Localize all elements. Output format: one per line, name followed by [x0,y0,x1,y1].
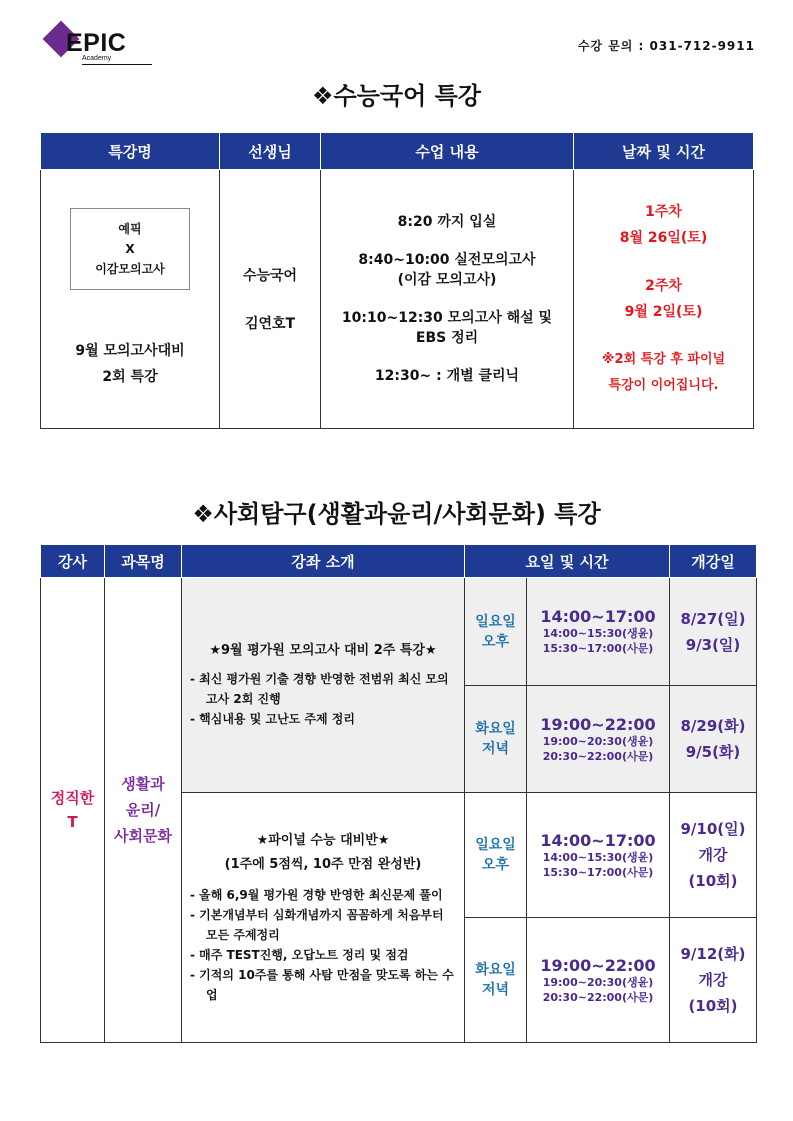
korean-special-table [40,132,754,429]
social-studies-special-title: ❖사회탐구(생활과윤리/사회문화) 특강 [192,500,601,528]
week-label: 2주차 [645,278,682,294]
day-cell [465,793,527,918]
content-line: 8:40~10:00 실전모의고사 [358,252,536,268]
week-label: 1주차 [645,204,682,220]
course-bullet: - 올해 6,9월 평가원 경향 반영한 최신문제 풀이 [190,887,443,902]
start-date-cell [670,578,757,686]
time-sub: 14:00~15:30(생윤) [542,627,654,640]
time-range: 14:00~17:00 [540,607,656,626]
time-cell [527,686,670,793]
logo-text: EPIC [66,29,127,57]
course-name-line: 2회 특강 [102,369,158,385]
start-date-cell [670,793,757,918]
day-label: 일요일 [475,837,516,853]
course-intro [182,831,464,1005]
day-cell [465,686,527,793]
course-bullet: - 매주 TEST진행, 오답노트 정리 및 점검 [190,947,409,962]
table-header-row [41,133,754,170]
date-cell [574,170,754,429]
subject-line: 사회문화 [114,827,172,845]
col-header: 특강명 [41,133,220,170]
time-range: 19:00~22:00 [540,714,656,734]
col-header: 날짜 및 시간 [574,133,754,170]
contact-info: 수강 문의 : 031-712-9911 [577,39,755,53]
start-date: (10회) [688,872,738,890]
start-date: (10회) [688,997,738,1015]
course-bullet: - 기본개념부터 심화개념까지 꼼꼼하게 처음부터 모든 주제정리 [190,907,444,942]
collab-box [70,208,190,290]
time-sub: 19:00~20:30(생윤) [542,734,654,748]
time-range: 14:00~17:00 [540,830,656,850]
collab-line: 예픽 [118,222,142,236]
course-name-cell [41,170,220,429]
logo-underline [82,64,152,65]
col-header: 선생님 [220,133,321,170]
teacher-name: T [67,813,78,831]
course-intro-cell [182,578,465,793]
start-date: 9/12(화) [680,945,746,963]
day-label: 일요일 [475,613,516,630]
course-bullet: - 최신 평가원 기출 경향 반영한 전범위 최신 모의고사 2회 진행 [190,672,449,706]
content-line: EBS 정리 [415,330,479,346]
col-header: 강사 [41,545,105,578]
start-date: 개강 [698,971,728,989]
content-line: 12:30~ : 개별 클리닉 [374,368,520,384]
logo-subtext: Academy [82,55,112,62]
teacher-name: 김연호T [244,316,296,332]
day-label: 오후 [481,857,510,873]
start-date: 8/29(화) [680,717,746,735]
day-label: 화요일 [475,962,516,978]
day-label: 저녁 [481,741,510,757]
time-sub: 20:30~22:00(사문) [542,749,654,763]
korean-special-title: ❖수능국어 특강 [312,82,481,110]
table-header-row [41,545,757,578]
table-row [41,170,754,429]
time-range: 19:00~22:00 [540,955,656,975]
time-sub: 15:30~17:00(사문) [542,865,654,879]
collab-line: X [125,242,135,256]
course-bullet: - 핵심내용 및 고난도 주제 정리 [190,712,355,726]
start-date-cell [670,918,757,1043]
course-headline: ★9월 평가원 모의고사 대비 2주 특강★ [209,643,437,658]
subject-line: 생활과 [121,775,165,793]
time-sub: 14:00~15:30(생윤) [542,850,654,864]
day-cell [465,578,527,686]
course-name-line: 9월 모의고사대비 [75,343,185,359]
subject-line: 윤리/ [125,801,161,819]
col-header: 요일 및 시간 [465,545,670,578]
content-line: 10:10~12:30 모의고사 해설 및 [341,310,553,326]
col-header: 과목명 [105,545,182,578]
time-sub: 20:30~22:00(사문) [542,990,654,1004]
day-label: 오후 [481,633,510,650]
course-intro [182,641,464,729]
content-line: (이감 모의고사) [397,272,497,288]
start-date: 9/3(일) [685,635,741,654]
col-header: 강좌 소개 [182,545,465,578]
time-cell [527,918,670,1043]
start-date: 9/5(화) [685,743,741,761]
teacher-cell [41,578,105,1043]
course-intro-cell [182,793,465,1043]
time-sub: 19:00~20:30(생윤) [542,975,654,989]
note-line: ※2회 특강 후 파이널 [601,352,726,367]
start-date: 개강 [698,846,728,864]
course-headline: ★파이널 수능 대비반★ [256,832,390,848]
day-cell [465,918,527,1043]
teacher-cell [220,170,321,429]
social-studies-table [40,544,757,1043]
content-line: 8:20 까지 입실 [397,214,497,230]
subject-cell [105,578,182,1043]
start-date-cell [670,686,757,793]
note-line: 특강이 이어집니다. [608,378,719,393]
col-header: 개강일 [670,545,757,578]
table-row [41,578,757,686]
day-label: 저녁 [481,982,510,998]
collab-line: 이감모의고사 [95,262,165,276]
week-date: 8월 26일(토) [619,230,708,246]
col-header: 수업 내용 [321,133,574,170]
start-date: 8/27(일) [680,609,746,628]
time-cell [527,793,670,918]
epic-academy-logo [48,24,158,68]
week-date: 9월 2일(토) [624,304,703,320]
content-cell [321,170,574,429]
course-subheadline: (1주에 5점씩, 10주 만점 완성반) [224,856,422,872]
course-bullet: - 기적의 10주를 통해 사탐 만점을 맞도록 하는 수업 [190,967,454,1002]
teacher-subject: 수능국어 [242,268,298,284]
time-cell [527,578,670,686]
start-date: 9/10(일) [680,820,746,838]
teacher-name: 정직한 [50,789,95,807]
time-sub: 15:30~17:00(사문) [542,642,654,655]
day-label: 화요일 [475,721,516,737]
